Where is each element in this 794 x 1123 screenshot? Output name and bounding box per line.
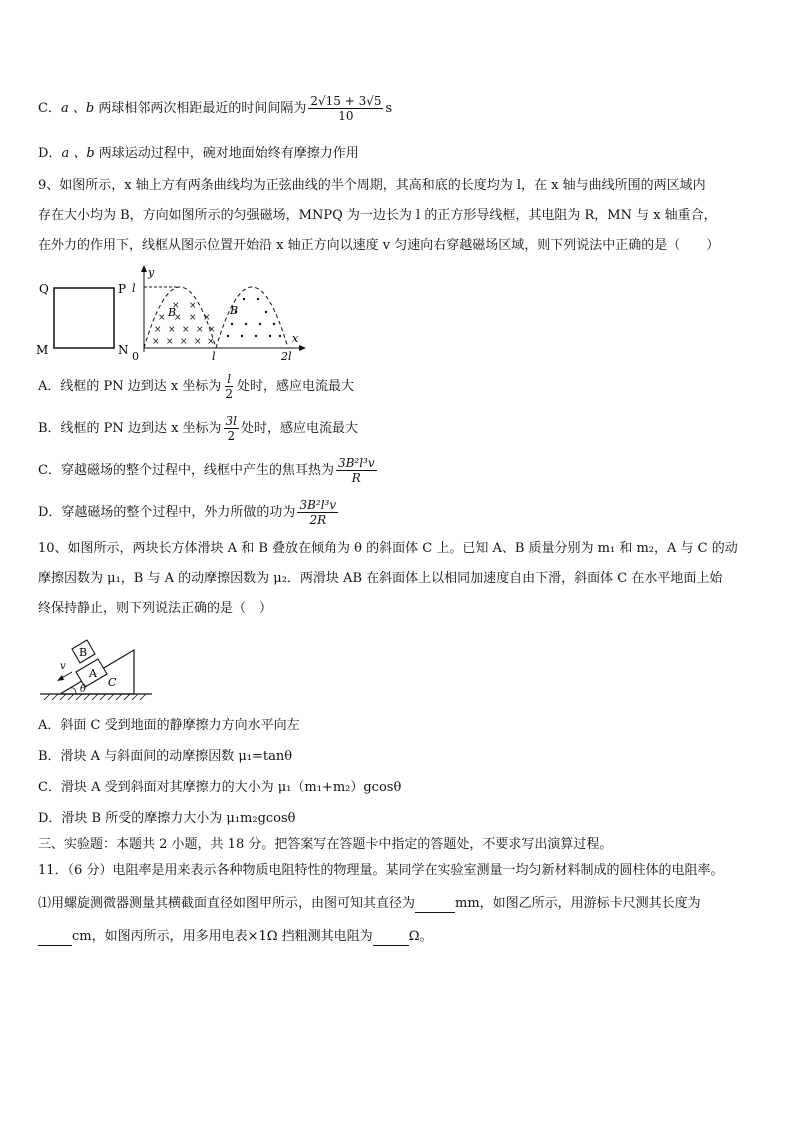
section-3-heading: 三、实验题：本题共 2 小题，共 18 分。把答案写在答题卡中指定的答题处，不要求写出演算过程。 — [38, 837, 613, 852]
q8-option-c-fraction — [308, 94, 383, 123]
label-n: N — [118, 343, 129, 357]
q10-option-a: A．斜面 C 受到地面的静摩擦力方向水平向左 — [38, 718, 300, 733]
svg-text:×: × — [182, 325, 190, 335]
q9-option-b — [38, 414, 358, 443]
svg-text:×: × — [152, 337, 160, 347]
q11-line-3 — [38, 928, 432, 946]
q9-option-d-fraction — [297, 498, 338, 527]
label-p: P — [118, 282, 127, 296]
ground-hatching — [44, 694, 146, 700]
q11-line-3-b: Ω。 — [408, 929, 433, 944]
svg-text:×: × — [166, 337, 174, 347]
q11-line-2 — [38, 895, 701, 913]
velocity-label: v — [60, 661, 66, 672]
q9-stem-line-2: 存在大小均为 B，方向如图所示的匀强磁场，MNPQ 为一边长为 l 的正方形导线框，其电阻为 R，MN 与 x 轴重合， — [38, 208, 717, 223]
q10-option-d: D．滑块 B 所受的摩擦力大小为 μ₁m₂gcosθ — [38, 811, 296, 826]
q11-line-3-a: cm，如图丙所示，用多用电表×1Ω 挡粗测其电阻为 — [72, 929, 373, 944]
q11-line-2-a: ⑴用螺旋测微器测量其横截面直径如图甲所示，由图可知其直径为 — [38, 896, 416, 911]
field-label-b2: B — [230, 304, 239, 317]
q9-option-d-den: 2R — [309, 513, 327, 527]
q9-option-a — [38, 372, 354, 401]
q10-stem-line-2: 摩擦因数为 μ₁，B 与 A 的动摩擦因数为 μ₂．两滑块 AB 在斜面体上以相同加速度自由下滑，斜面体 C 在水平地面上始 — [38, 571, 723, 586]
x-tick-2l: 2l — [281, 350, 292, 363]
q8-option-c-numerator: 2√15 + 3√5 — [310, 94, 382, 108]
q9-option-b-fraction — [224, 414, 239, 443]
q8-option-c-prefix: C． — [38, 101, 61, 116]
q10-figure — [38, 630, 158, 704]
q9-option-d — [38, 498, 340, 527]
q9-option-d-pre: D．穿越磁场的整个过程中，外力所做的功为 — [38, 505, 296, 520]
y-axis-label: y — [148, 266, 155, 279]
sine-curve-2 — [216, 287, 288, 348]
q9-option-b-pre: B．线框的 PN 边到达 x 坐标为 — [38, 421, 222, 436]
q8-option-c-unit: s — [385, 101, 393, 116]
q10-stem-line-3: 终保持静止，则下列说法正确的是（ ） — [38, 601, 273, 616]
q9-option-a-fraction — [223, 372, 235, 401]
q8-option-c-text: 两球相邻两次相距最近的时间间隔为 — [98, 101, 307, 116]
svg-text:×: × — [203, 313, 211, 323]
svg-text:×: × — [172, 301, 180, 311]
q9-option-b-post: 处时，感应电流最大 — [241, 421, 359, 436]
svg-text:×: × — [158, 313, 166, 323]
q9-stem-line-1: 9、如图所示，x 轴上方有两条曲线均为正弦曲线的半个周期，其高和底的长度均为 l，在 x 轴与曲线所围的两区域内 — [38, 178, 706, 193]
q8-option-d-prefix: D． — [38, 146, 62, 161]
q9-option-a-pre: A．线框的 PN 边到达 x 坐标为 — [38, 379, 222, 394]
label-q: Q — [39, 282, 49, 296]
q8-option-d-ab: a 、b — [61, 146, 95, 161]
q9-option-b-num: 3l — [225, 414, 238, 428]
q11-stem-line-1: 11．（6 分）电阻率是用来表示各种物质电阻特性的物理量。某同学在实验室测量一均匀新材料制成的圆柱体的电阻率。 — [38, 863, 724, 878]
q8-option-c-denominator: 10 — [338, 109, 354, 123]
field-label-b1: B — [168, 306, 177, 319]
svg-text:×: × — [180, 337, 188, 347]
svg-text:×: × — [154, 325, 162, 335]
q9-option-a-den: 2 — [225, 387, 234, 401]
q9-option-c-pre: C．穿越磁场的整个过程中，线框中产生的焦耳热为 — [38, 463, 334, 478]
svg-text:×: × — [194, 337, 202, 347]
velocity-arrowhead — [57, 675, 64, 681]
q8-option-d — [38, 145, 359, 163]
svg-text:×: × — [168, 325, 176, 335]
q8-option-d-text: 两球运动过程中，碗对地面始终有摩擦力作用 — [98, 146, 359, 161]
q9-option-a-post: 处时，感应电流最大 — [237, 379, 355, 394]
resistance-answer-blank[interactable] — [373, 931, 409, 946]
angle-label: θ — [80, 684, 87, 695]
svg-text:×: × — [208, 325, 216, 335]
x-axis-label: x — [292, 332, 299, 345]
svg-text:×: × — [207, 337, 215, 347]
x-tick-l: l — [212, 350, 216, 363]
q9-figure — [30, 262, 320, 367]
q9-option-c-fraction — [336, 456, 377, 485]
q10-option-b: B．滑块 A 与斜面间的动摩擦因数 μ₁=tanθ — [38, 749, 293, 764]
angle-arc — [71, 688, 76, 694]
block-b-label: B — [79, 646, 88, 659]
block-a-label: A — [89, 667, 97, 680]
label-m: M — [36, 343, 49, 357]
q9-stem-line-3: 在外力的作用下，线框从图示位置开始沿 x 轴正方向以速度 v 匀速向右穿越磁场区域，则下列说法中正确的是（ ） — [38, 238, 720, 253]
y-tick-l: l — [132, 282, 136, 295]
q9-option-b-den: 2 — [227, 429, 236, 443]
svg-text:×: × — [174, 313, 182, 323]
diameter-answer-blank[interactable] — [415, 898, 455, 913]
incline-c-label: C — [108, 676, 117, 689]
q11-line-2-b: mm，如图乙所示，用游标卡尺测其长度为 — [455, 896, 701, 911]
q10-stem-line-1: 10、如图所示，两块长方体滑块 A 和 B 叠放在倾角为 θ 的斜面体 C 上。已知 A、B 质量分别为 m₁ 和 m₂，A 与 C 的动 — [38, 541, 738, 556]
origin-label: 0 — [132, 350, 139, 363]
q9-option-c-num: 3B²l³v — [337, 456, 375, 470]
q8-option-c — [38, 94, 392, 123]
svg-text:×: × — [189, 301, 197, 311]
q8-option-c-ab: a 、b — [60, 101, 95, 116]
x-axis-arrow — [299, 345, 306, 351]
q9-option-c-den: R — [351, 471, 361, 485]
field-into-page-crosses — [152, 301, 216, 347]
length-answer-blank[interactable] — [38, 931, 72, 946]
wire-frame-square — [54, 288, 114, 348]
y-axis-arrow — [141, 265, 147, 272]
svg-text:×: × — [196, 325, 204, 335]
q10-option-c: C．滑块 A 受到斜面对其摩擦力的大小为 μ₁（m₁+m₂）gcosθ — [38, 780, 402, 795]
q9-option-a-num: l — [227, 372, 232, 386]
svg-text:×: × — [189, 313, 197, 323]
q9-option-d-num: 3B²l³v — [299, 498, 337, 512]
q9-option-c — [38, 456, 379, 485]
